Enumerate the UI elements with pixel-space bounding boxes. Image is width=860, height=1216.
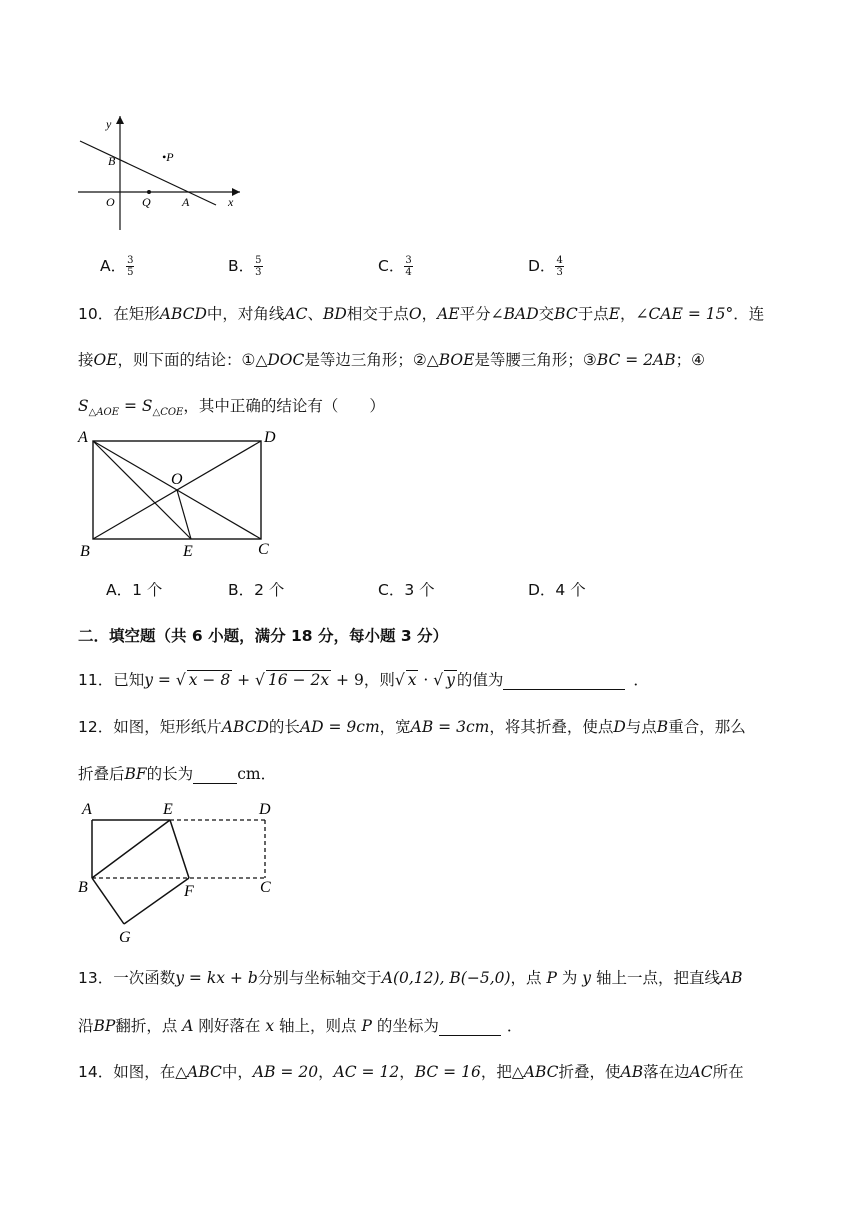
q9-label-O: O bbox=[106, 195, 115, 209]
q9-option-b[interactable]: B． $\frac{5}{3}$ bbox=[228, 255, 262, 278]
q9-label-P: •P bbox=[162, 150, 174, 164]
q9-option-a[interactable]: A． $\frac{3}{5}$ bbox=[100, 255, 134, 278]
q9-label-A: A bbox=[182, 195, 190, 209]
q10-line-1: 10．在矩形ABCD中，对角线AC、BD相交于点O，AE平分∠BAD交BC于点E，∠CAE = 15°．连 bbox=[78, 305, 765, 323]
q10-option-c[interactable]: C．3 个 bbox=[378, 581, 435, 599]
q12-fold-figure bbox=[72, 796, 282, 948]
q10-option-d[interactable]: D．4 个 bbox=[528, 581, 586, 599]
q13-answer-blank[interactable] bbox=[439, 1017, 501, 1036]
q14-line-1: 14．如图，在△ABC中，AB = 20，AC = 12，BC = 16，把△ABC折叠，使AB落在边AC所在 bbox=[78, 1063, 744, 1081]
q12-label-D: D bbox=[259, 801, 271, 818]
q10-label-E: E bbox=[183, 543, 193, 560]
q11-line: 11．已知y = √ x − 8 + √ 16 − 2x + 9，则√ x · √ y 的值为 ． bbox=[78, 671, 649, 689]
q9-coordinate-figure bbox=[70, 110, 250, 235]
q9-label-B: B bbox=[108, 154, 116, 168]
q9-label-Q: Q bbox=[142, 195, 151, 209]
q11-answer-blank[interactable] bbox=[503, 671, 625, 690]
q10-label-B: B bbox=[80, 543, 90, 560]
q9-label-y: y bbox=[106, 117, 112, 131]
q12-label-E: E bbox=[163, 801, 173, 818]
q12-line-1: 12．如图，矩形纸片ABCD的长AD = 9cm，宽AB = 3cm，将其折叠，使点D与点B重合，那么 bbox=[78, 718, 746, 736]
q12-label-F: F bbox=[184, 883, 194, 900]
q10-option-a[interactable]: A．1 个 bbox=[106, 581, 163, 599]
q12-line-2: 折叠后BF的长为 cm． bbox=[78, 765, 277, 783]
section-heading: 二．填空题（共 6 小题，满分 18 分，每小题 3 分） bbox=[78, 627, 449, 645]
q12-label-G: G bbox=[119, 929, 131, 946]
q10-rectangle-figure bbox=[72, 422, 282, 564]
q10-label-O: O bbox=[171, 471, 183, 488]
q9-option-d[interactable]: D． $\frac{4}{3}$ bbox=[528, 255, 563, 278]
q12-label-A: A bbox=[82, 801, 92, 818]
q10-line-2: 接OE，则下面的结论：①△DOC是等边三角形；②△BOE是等腰三角形；③BC = 2AB；④ bbox=[78, 351, 706, 369]
q10-line-3: $S_{\triangle AOE} = S_{\triangle COE}$，其中正确的结论有（ ） bbox=[78, 397, 385, 419]
q13-line-1: 13．一次函数y = kx + b分别与坐标轴交于A(0,12), B(−5,0)，点 P 为 y 轴上一点，把直线AB bbox=[78, 969, 743, 987]
q12-label-C: C bbox=[260, 879, 271, 896]
q12-label-B: B bbox=[78, 879, 88, 896]
q9-option-c[interactable]: C． $\frac{3}{4}$ bbox=[378, 255, 412, 278]
q10-option-b[interactable]: B．2 个 bbox=[228, 581, 285, 599]
q13-line-2: 沿BP翻折，点 A 刚好落在 x 轴上，则点 P 的坐标为 ． bbox=[78, 1017, 523, 1035]
q10-label-D: D bbox=[264, 429, 276, 446]
q9-label-x: x bbox=[228, 195, 234, 209]
q12-answer-blank[interactable] bbox=[193, 765, 237, 784]
q10-label-C: C bbox=[258, 541, 269, 558]
q10-label-A: A bbox=[78, 429, 88, 446]
